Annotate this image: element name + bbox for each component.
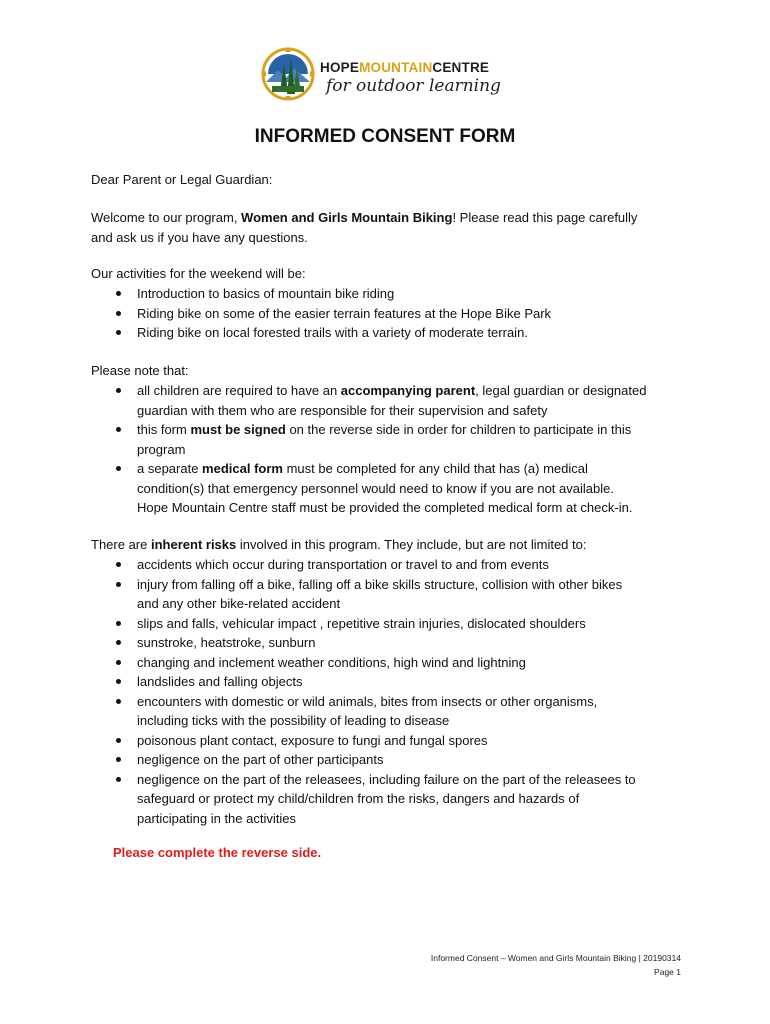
note-text: this form (137, 422, 191, 437)
notes-intro: Please note that: (91, 363, 189, 378)
logo-emblem-icon (260, 46, 316, 102)
risk-text: landslides and falling objects (137, 674, 303, 689)
list-item (91, 614, 681, 634)
risk-text: slips and falls, vehicular impact , repetitive strain injuries, dislocated shoulders (137, 615, 586, 631)
activities-list (91, 284, 681, 343)
notes-list (91, 381, 681, 518)
list-item (91, 381, 681, 420)
note-text: on the reverse side in order for children to participate in this (285, 422, 632, 437)
risk-text: including ticks with the possibility of leading to disease (137, 713, 450, 728)
note-text: all children are required to have an (137, 383, 341, 398)
list-item (91, 633, 681, 653)
page-number: Page 1 (654, 967, 681, 977)
logo-wordmark (320, 60, 489, 75)
note-text: guardian with them who are responsible for their supervision and safety (137, 402, 548, 418)
list-item (91, 770, 681, 829)
footer-document-info: Informed Consent – Women and Girls Mountain Biking | 20190314 (430, 953, 681, 963)
welcome-line2: and ask us if you have any questions. (91, 229, 308, 245)
list-item (91, 575, 681, 614)
reverse-side-notice: Please complete the reverse side. (113, 845, 322, 860)
risk-text: safeguard or protect my child/children from the risks, dangers and hazards of (137, 791, 580, 806)
note-emphasis: must be signed (190, 422, 286, 437)
hope-mountain-centre-logo (260, 44, 520, 106)
risk-text: negligence on the part of the releasees, including failure on the part of the releasees to (137, 771, 636, 787)
note-text: , legal guardian or designated (475, 383, 647, 398)
page-footer (431, 951, 681, 979)
list-item (91, 653, 681, 673)
list-item: Riding bike on some of the easier terrain features at the Hope Bike Park (91, 304, 681, 324)
risk-text: poisonous plant contact, exposure to fungi and fungal spores (137, 732, 488, 748)
list-item (91, 459, 681, 518)
note-text: program (137, 441, 186, 457)
welcome-paragraph (91, 208, 637, 247)
program-name: Women and Girls Mountain Biking (241, 210, 453, 225)
risk-text: negligence on the part of other participants (137, 752, 384, 767)
note-text: a separate (137, 461, 203, 476)
list-item (91, 420, 681, 459)
welcome-text-after: ! Please read this page carefully (452, 210, 638, 225)
risk-text: participating in the activities (137, 810, 296, 826)
list-item: Riding bike on local forested trails with a variety of moderate terrain. (91, 323, 681, 343)
note-text: Hope Mountain Centre staff must be provided the completed medical form at check-in. (137, 500, 633, 515)
risk-text: sunstroke, heatstroke, sunburn (137, 635, 316, 650)
salutation: Dear Parent or Legal Guardian: (91, 172, 273, 187)
note-text: condition(s) that emergency personnel would need to know if you are not available. (137, 480, 614, 496)
list-item (91, 750, 681, 770)
risks-text: There are (91, 537, 151, 552)
list-item (91, 731, 681, 751)
logo-tagline: for outdoor learning (326, 76, 501, 96)
risk-text: and any other bike-related accident (137, 596, 341, 611)
logo-word-centre: CENTRE (432, 60, 490, 75)
list-item (91, 672, 681, 692)
risk-text: accidents which occur during transportation or travel to and from events (137, 557, 549, 572)
list-item (91, 692, 681, 731)
note-emphasis: accompanying parent (340, 383, 476, 398)
risks-text: involved in this program. They include, but are not limited to: (236, 537, 587, 552)
risks-list (91, 555, 681, 828)
risk-text: encounters with domestic or wild animals, bites from insects or other organisms, (137, 693, 598, 709)
risk-text: changing and inclement weather conditions, high wind and lightning (137, 654, 526, 670)
form-title: INFORMED CONSENT FORM (254, 126, 516, 147)
note-text: must be completed for any child that has (a) medical (282, 461, 588, 476)
note-emphasis: medical form (202, 461, 283, 476)
activities-intro: Our activities for the weekend will be: (91, 266, 306, 281)
logo-word-mountain: MOUNTAIN (359, 60, 433, 75)
risks-intro (91, 535, 586, 555)
risk-text: injury from falling off a bike, falling off a bike skills structure, collision with other bikes (137, 576, 623, 592)
risks-emphasis: inherent risks (150, 537, 237, 552)
list-item: Introduction to basics of mountain bike riding (91, 284, 681, 304)
list-item (91, 555, 681, 575)
logo-word-hope: HOPE (320, 60, 360, 75)
welcome-text-before: Welcome to our program, (91, 210, 242, 225)
